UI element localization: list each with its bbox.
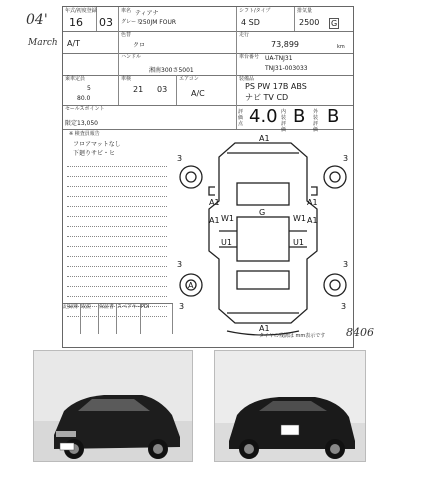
plate-value: 湘南300さ5001 [149,67,194,74]
color-row [63,31,353,54]
mileage-label: 走行 [239,32,250,38]
mark-17: 3 [341,302,347,311]
exterior-score: B [327,106,340,127]
car-photo-front [33,350,193,462]
transmission-value: A/T [67,39,81,48]
color-value: クロ [133,42,146,49]
seats-row [63,75,353,106]
mileage-value: 73,899 [271,40,299,49]
notes-area [63,129,173,309]
header-row [63,7,353,32]
ac-value: A/C [191,89,205,98]
seats-value: 5 [87,85,91,92]
car-name-label: 車名 [121,8,132,14]
car-photo-rear [214,350,366,462]
car-photo-rear-image [215,351,365,461]
mark-15: 3 [179,302,185,311]
inspection-month: 03 [157,85,168,94]
equipment-line2: ナビ TV CD [245,93,289,102]
score-row [63,105,353,133]
mark-4: G [259,208,266,217]
year-value: 16 [69,16,83,29]
engine-value: 2500 [299,18,320,27]
mark-16: A1 [259,324,270,333]
equipment-label: 装備品 [239,76,255,82]
seats-cell [63,75,119,105]
margin-month: March [28,38,58,48]
sales-point-cell [63,105,237,129]
fuel-value: G [331,19,338,28]
mark-9: A1 [307,216,318,225]
ac-label: エアコン [179,76,199,82]
inspection-cell [119,75,177,105]
mark-6: A1 [209,216,220,225]
grade-label: グレード [121,19,142,25]
footer-cell-4: PDI [141,304,173,334]
mark-12: 3 [343,154,349,163]
mark-5: W1 [293,214,306,223]
inspection-year: 21 [133,85,144,94]
equipment-cell [237,75,353,105]
notes-lines [67,157,167,317]
interior-label: 内装評価 [281,109,287,133]
notes-label: ※ 検査員報告 [69,131,100,137]
blank-cell [63,53,119,75]
notes-line1: フロアマットなし [73,141,121,148]
footer-cell-3: スペアキー [117,304,141,334]
margin-year: 04' [26,12,48,28]
footer-cell-0: 記録簿 [63,304,81,334]
mark-14: 3 [343,260,349,269]
inspection-sheet [62,6,354,348]
inspection-label: 車検 [121,76,132,82]
month-value: 03 [99,16,113,29]
chassis-cell [237,53,353,75]
mileage-unit: km [337,44,345,50]
transmission-cell [63,31,119,53]
handle-cell [119,53,237,75]
mark-2: A1 [307,198,318,207]
year-label: 年式/初度登録 [65,8,97,14]
mark-13: 3 [177,260,183,269]
month-cell [97,7,119,31]
car-name-value: ティアナ [135,10,159,17]
engine-cell [295,7,353,31]
ac-cell [177,75,237,105]
vehicle-row [63,53,353,76]
car-name-cell [119,7,237,31]
year-cell [63,7,97,31]
doors-value: 4 SD [241,18,260,27]
footer-cell-2: 保証書 [99,304,117,334]
footer-cell-1: 取説 [81,304,99,334]
scores-cell [237,105,353,133]
engine-label: 排気量 [297,8,313,14]
margin-code: 8406 [346,326,374,339]
sales-point-label: セールスポイント [65,106,105,112]
seats-label: 乗車定員 [65,76,86,82]
equipment-line1: PS PW 17B ABS [245,82,307,91]
color-cell [119,31,237,53]
mark-1: A1 [209,198,220,207]
chassis-value: TNJ31-003033 [265,65,308,72]
car-photo-front-image [34,351,192,461]
interior-score: B [293,106,306,127]
tire-note: タイヤの残溝は mm表示です [259,333,326,339]
overall-score: 4.0 [249,106,278,127]
handle-label: ハンドル [121,54,142,60]
car-diagram [175,131,351,339]
mark-3: W1 [221,214,234,223]
exterior-label: 外装評価 [313,109,319,133]
mark-0: A1 [259,134,270,143]
mileage-cell [237,31,353,53]
mark-8: U1 [293,238,304,247]
mark-10: A [188,281,194,290]
model-code-value: UA-TNJ31 [265,55,293,62]
sales-point-text: 限定13,050 [65,120,98,127]
grade-value: 250JM FOUR [139,19,177,26]
color-label: 色替 [121,32,132,38]
chassis-label: 車台番号 [239,54,260,60]
price-value: 80.0 [77,95,91,102]
mark-7: U1 [221,238,232,247]
score-label: 評価点 [238,109,244,127]
type-label: シフト/タイプ [239,8,271,14]
mark-11: 3 [177,154,183,163]
type-cell [237,7,295,31]
notes-line2: 下廻りサビ・ヒ [73,150,116,157]
footer-cells [63,303,173,334]
